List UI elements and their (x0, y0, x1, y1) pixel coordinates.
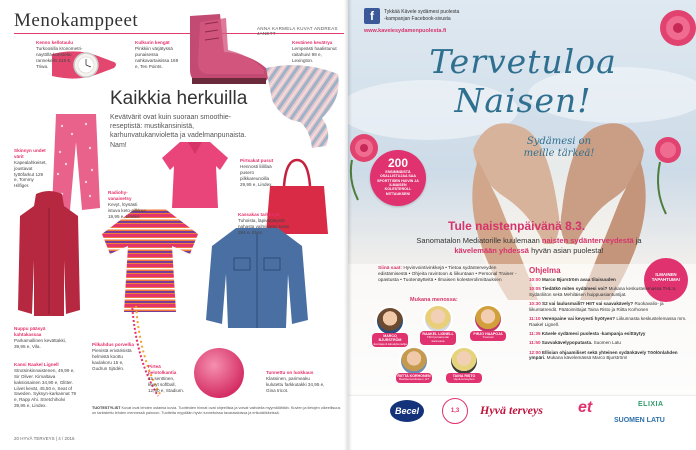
blouse-image (158, 140, 232, 210)
parka-coat-image (14, 190, 84, 320)
becel-logo: Becel (390, 400, 424, 422)
program-item: 10:30 S2 vai laulusmailit? HIIT vai saavakävely? Ruokavalio- ja liikuntatrendit. Päätoimittajat Taina Risto ja Riitta Korhonen (529, 301, 664, 312)
scarf-image (262, 60, 344, 150)
boots-image (180, 12, 274, 88)
caption-jacket: Tunnettu on luokkaus Klassinen, parimeaku kulutettu farkkutakki 34,95 e, Gina tricot. (266, 370, 325, 393)
participants-badge: 200 ENSIMMÄISTÄ OSALLISTUJAA SAA SPORTTISEN HUIVIN JA ILMAISEN KOLESTEROLI-MITTAUKSEN! (370, 150, 426, 206)
caption-trousers: Skinnyn undet värit Kapealahkeiset, joustavat tyttöfarkut 129 e, Tommy Hilfiger. (14, 148, 47, 189)
facebook-icon: f (364, 8, 380, 24)
welcome-title: Tervetuloa Naisen! (429, 42, 617, 120)
event-description: Sanomatalon Mediatorille kuulemaan naisten sydänterveydestä ja kävelemään yhdessä hyvän asian puolesta! (416, 236, 642, 255)
caption-boots: Kulkurin kengät Pinkkiin värjätyssä punaisessa nahkavartaisissa 169 e, Ten Points. (135, 40, 179, 69)
program-list (529, 277, 689, 365)
caption-coat: Nuppu pääsyä kahtakassaa Parkamallinen kevättakki, 39,95 e, Vila. (14, 326, 67, 349)
avatar (473, 304, 503, 334)
caption-watch: Kenno kellotaulu Turkoosilla kronometri-naytöllä koristeltu rannekello 215 €, Triwa. (36, 40, 83, 69)
softball-image (192, 346, 246, 400)
caption-blouse: Pirtsakat pusut Hennosti liilillaä pusero pilkkareunoilla 29,95 e, Lindex. (240, 158, 274, 187)
caption-cover: Kansi Raakel Lignell Strutsinkinnaistenen, 49,99 e, Sir Oliver. Kimaltava kaksiosainen 34,90 e, Glitter. Liivet kevät, 45,50 e, Seat of Sweden. Syksyn-karkannat 79 e, Rapp Ahi. Stretchiholvi 39,95 e, Lindex. (14, 362, 77, 409)
elixia-logo: ELIXIA (638, 401, 664, 408)
footer-credit: TUOTESTYLIST Kuvat ovat lehden ostamia kuvia. Tuotteiden hinnat ovat ohjeellisia ja voivat vaihdella myymälöittäin. Kuvien ja tietojen oikeellisuus on tarkistettu lehden mennessä painoon. Tuotteita myydään hyvin tunnetuissa tavarataloissa ja erikoisliikkeissä. (92, 406, 341, 415)
suomen-latu-logo: SUOMEN LATU (614, 417, 665, 424)
guest-card: TAINA RISTO Hyvä terveyden (446, 346, 482, 383)
program-item: 11:35 Kävele sydämesi puolesta -kampanja esittäytyy (529, 331, 646, 337)
facebook-text: Tykkää Kävele sydämesi puolesta -kampanjan Facebook-sivusta (384, 9, 460, 22)
avatar (399, 346, 429, 376)
guest-card: RAAKEL LIGNELL Tähti ja kameran kannessa (420, 304, 456, 345)
caption-necklace: Pilkahdus porvellia Pienistä erivärisistä helmistä koottu kaulakoru 15 e, Gudrun Sjödén. (92, 342, 134, 371)
byline: ANNA KARMELA KUVAT ANDREAS JANETT (257, 26, 338, 36)
guest-card: MARCO BJURSTRÖM Juontaja & kävelykonelija (372, 306, 408, 347)
free-event-badge: ILMAINEN TAPAHTUMA! (644, 258, 688, 302)
section-title: Menokamppeet (14, 10, 139, 31)
guests-heading: Mukana menossa: (410, 297, 458, 303)
benefits-text: Siinä saat: Hyvinvointivinkkejä • Tietoa sydänterveyden edistämisestä • Ohjeita ravintoon & liikuntaan • Personal Trainer -opastusta • Tuotenäytteitä • Ilmaisen kolesterolimittauksen (378, 266, 517, 284)
program-item: 10:00 Marco Bjurström avaa tilaisuuden (529, 277, 616, 282)
denim-jacket-image (202, 224, 312, 334)
heart-association-logo: 1,3 (442, 398, 468, 424)
caption-scarf: Keväinen kevätrya Lempeästi haalistunut raitahuivi 98 e, Lexington. (292, 40, 337, 63)
avatar (449, 346, 479, 376)
program-title: Ohjelma (529, 266, 561, 275)
page-gutter (344, 0, 352, 450)
headline: Kaikkia herkuilla (110, 88, 248, 109)
caption-bag: Kassakas tarkkojat Tuhoista, läpivärjätystä nahasta valmistettu kassi 284 e, Elvis. (238, 212, 290, 235)
event-title: Tule naistenpäivänä 8.3. (448, 219, 586, 233)
program-item: 12:00 Ellisian ohjaamiliset sekä yhteinen sydänkävely Töölönlahden ympäri. Mukana kävelemässä Marco Bjurström! (529, 349, 678, 361)
et-logo: et (578, 399, 593, 416)
caption-ball: Pirteä pelotolkantia 15 senttinen, kevyt softball, 12,90 e, Stadium. (148, 364, 185, 393)
avatar (375, 306, 405, 336)
right-page (348, 0, 696, 450)
program-item: 11:50 Savvakävelypoputasta. Suomen Latu (529, 340, 621, 346)
campaign-url: www.kaveiesydamenpuolesta.fi (364, 28, 447, 34)
caption-top: Radiohy-vanaisetsy Kevyt, löysästi istuva keto-nilkkaa 19,95 e, Lindex. (108, 190, 146, 219)
avatar (423, 304, 453, 334)
guest-card: PIRJO HAAPOJA Tuomari (470, 304, 506, 341)
program-item: 10:05 Tiedätkö miten sydämesi voi? Mukana keskustelemassa THL:n, Sydänliiton sekä Mehiläisen huippuasiantuntijat. (529, 286, 677, 297)
hyva-terveys-logo: Hyvä terveys (480, 403, 543, 417)
program-item: 11:10 Verenpaine vai kevyesti hyötyen? Liikunnasta keskustelemassa mm. Raakel Lignell. (529, 316, 687, 327)
intro-text: Kevätvärit ovat kuin suoraan smoothie-reseptistä: mustikansinistä, karhunvatukanvioletta ja vadelmanpunaista. Nam! (110, 114, 247, 149)
heart-caption: Sydämesi on meille tärkeä! (523, 136, 595, 159)
guest-card: RIITTA KORHONEN Ravitsemustieteen, ET (396, 346, 432, 383)
page-folio: 20 HYVÄ TERVEYS | 4 / 2016 (14, 436, 75, 441)
